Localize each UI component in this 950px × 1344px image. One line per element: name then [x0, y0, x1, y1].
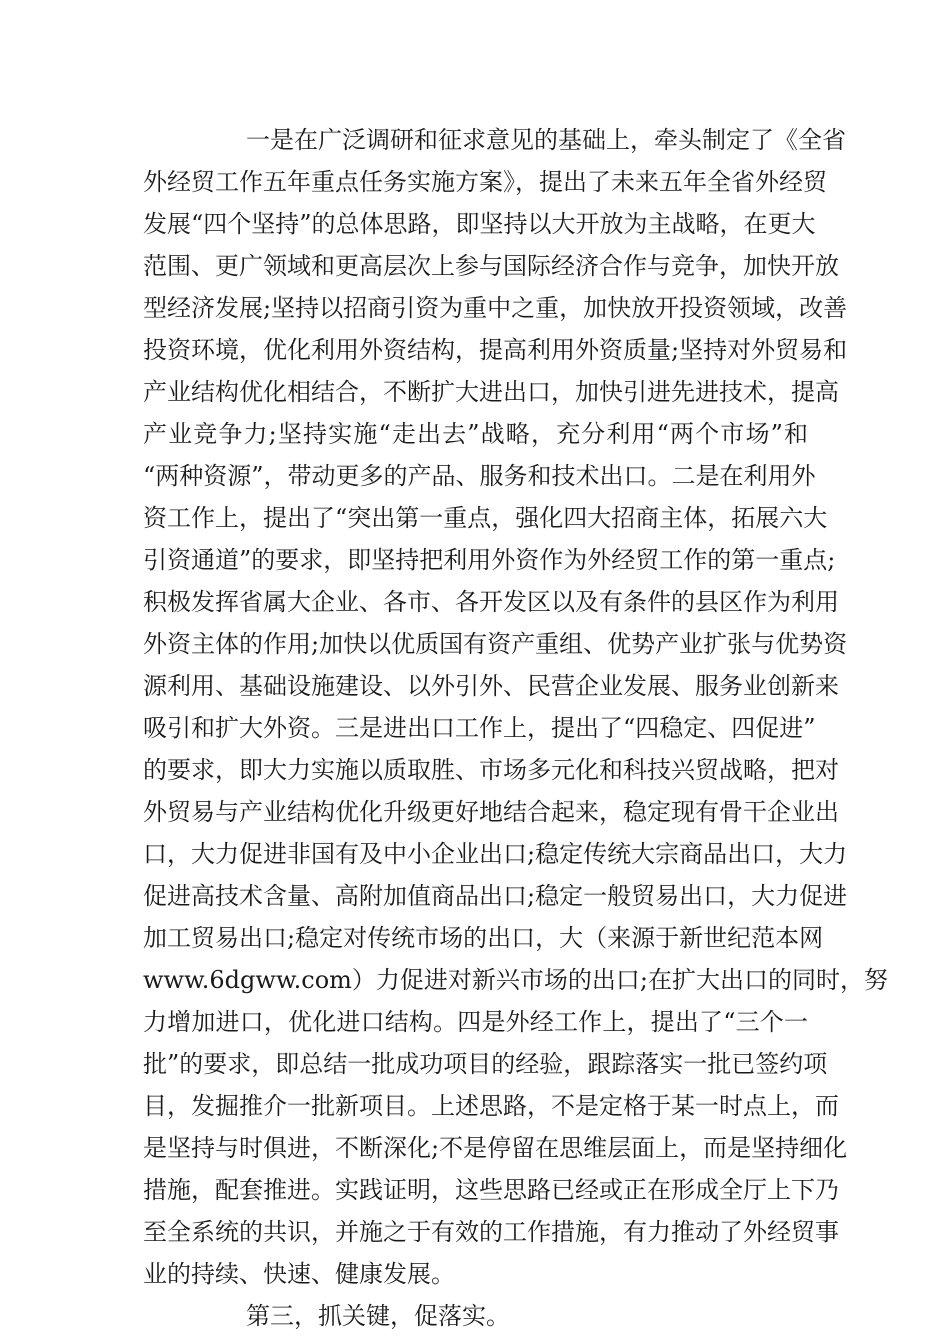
- paragraph-line: 型经济发展;坚持以招商引资为重中之重，加快放开投资领域，改善: [143, 294, 848, 322]
- paragraph-line: 外贸易与产业结构优化升级更好地结合起来，稳定现有骨干企业出: [143, 798, 839, 826]
- paragraph-line: 发展“四个坚持”的总体思路，即坚持以大开放为主战略，在更大: [143, 210, 816, 238]
- paragraph-line: 批”的要求，即总结一批成功项目的经验，跟踪落实一批已签约项: [143, 1050, 828, 1078]
- paragraph-line: 产业竞争力;坚持实施“走出去”战略，充分利用“两个市场”和: [143, 420, 808, 448]
- paragraph-line: 引资通道”的要求，即坚持把利用外资作为外经贸工作的第一重点;: [143, 546, 836, 574]
- section-heading: 第三，抓关键，促落实。: [246, 1302, 510, 1330]
- paragraph-line: 至全系统的共识，并施之于有效的工作措施，有力推动了外经贸事: [143, 1218, 839, 1246]
- paragraph-line: 的要求，即大力实施以质取胜、市场多元化和科技兴贸战略，把对: [143, 756, 839, 784]
- paragraph-line: 投资环境，优化利用外资结构，提高利用外资质量;坚持对外贸易和: [143, 336, 848, 364]
- paragraph-line: 资工作上，提出了“突出第一重点，强化四大招商主体，拓展六大: [143, 504, 828, 532]
- paragraph-line: 是坚持与时俱进，不断深化;不是停留在思维层面上，而是坚持细化: [143, 1134, 848, 1162]
- paragraph-line: 吸引和扩大外资。三是进出口工作上，提出了“四稳定、四促进”: [143, 714, 816, 742]
- paragraph-line: 口，大力促进非国有及中小企业出口;稳定传统大宗商品出口，大力: [143, 840, 848, 868]
- paragraph-line: “两种资源”，带动更多的产品、服务和技术出口。二是在利用外: [143, 462, 816, 490]
- paragraph-line: 一是在广泛调研和征求意见的基础上，牵头制定了《全省: [246, 126, 846, 154]
- paragraph-line: 促进高技术含量、高附加值商品出口;稳定一般贸易出口，大力促进: [143, 882, 848, 910]
- paragraph-line: 外经贸工作五年重点任务实施方案》，提出了未来五年全省外经贸: [143, 168, 827, 196]
- paragraph-line: 措施，配套推进。实践证明，这些思路已经或正在形成全厅上下乃: [143, 1176, 839, 1204]
- paragraph-line: 力增加进口，优化进口结构。四是外经工作上，提出了“三个一: [143, 1008, 808, 1036]
- paragraph-line: www.6dgww.com）力促进对新兴市场的出口;在扩大出口的同时，努: [143, 966, 889, 994]
- paragraph-line: 范围、更广领域和更高层次上参与国际经济合作与竞争，加快开放: [143, 252, 839, 280]
- paragraph-line: 目，发掘推介一批新项目。上述思路，不是定格于某一时点上，而: [143, 1092, 839, 1120]
- paragraph-line: 业的持续、快速、健康发展。: [143, 1260, 455, 1288]
- paragraph-line: 加工贸易出口;稳定对传统市场的出口，大（来源于新世纪范本网: [143, 924, 824, 952]
- paragraph-line: 产业结构优化相结合，不断扩大进出口，加快引进先进技术，提高: [143, 378, 839, 406]
- paragraph-line: 外资主体的作用;加快以优质国有资产重组、优势产业扩张与优势资: [143, 630, 848, 658]
- paragraph-line: 源利用、基础设施建设、以外引外、民营企业发展、服务业创新来: [143, 672, 839, 700]
- paragraph-line: 积极发挥省属大企业、各市、各开发区以及有条件的县区作为利用: [143, 588, 839, 616]
